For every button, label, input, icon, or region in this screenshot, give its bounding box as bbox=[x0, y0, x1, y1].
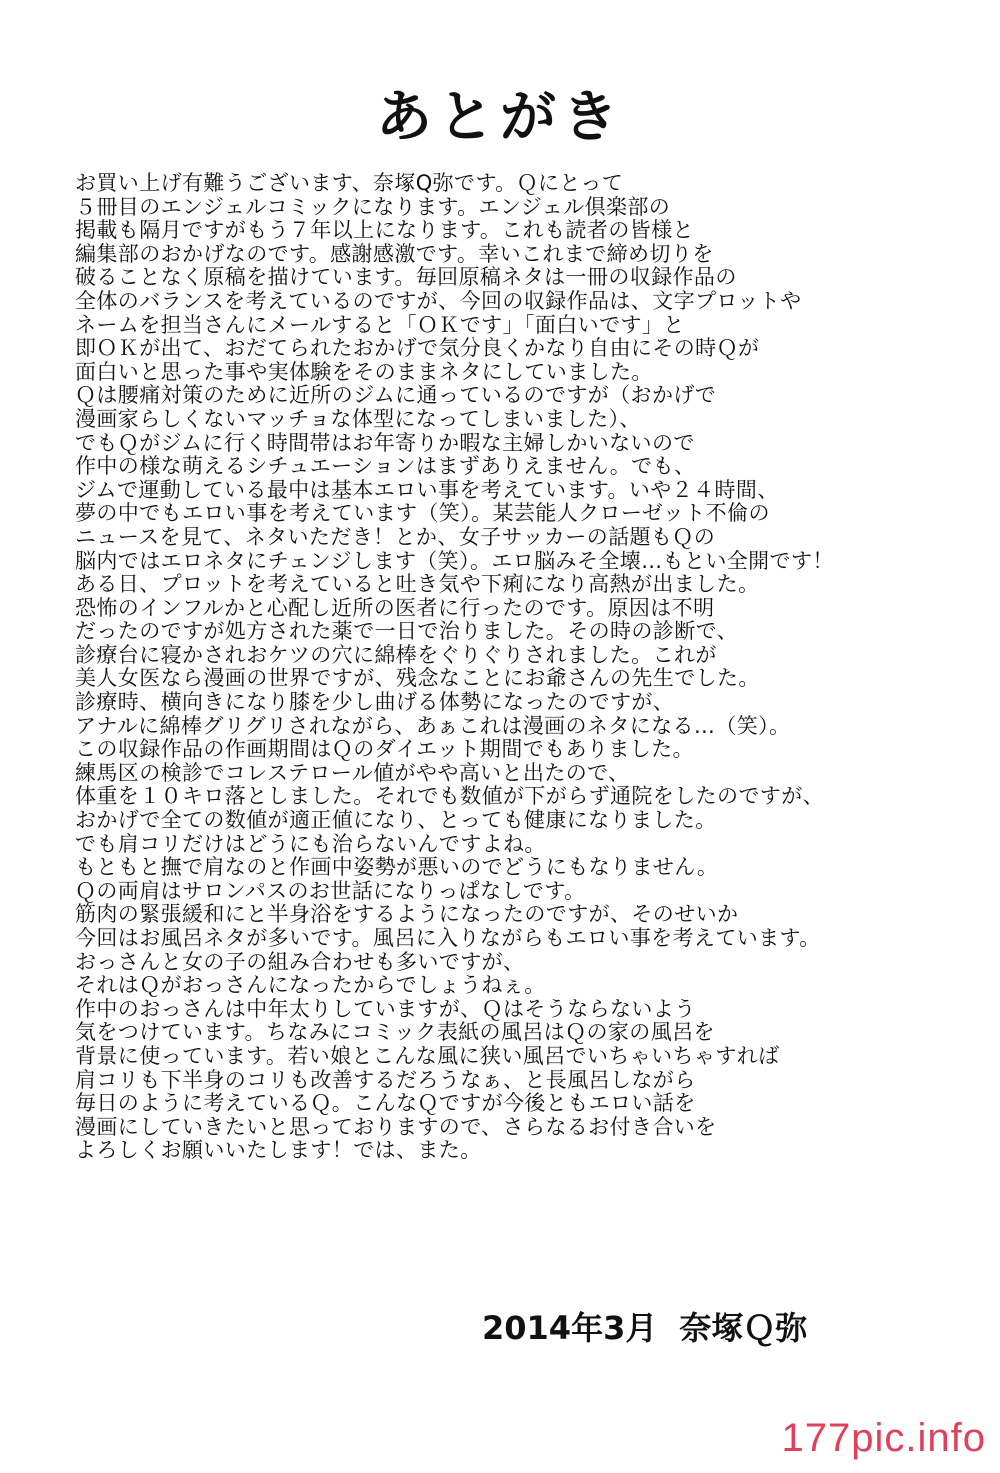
text-line: 今回はお風呂ネタが多いです。風呂に入りながらもエロい事を考えています。 bbox=[75, 926, 821, 950]
text-line: 編集部のおかげなのです。感謝感激です。幸いこれまで締め切りを bbox=[75, 241, 714, 266]
text-line: 破ることなく原稿を描けています。毎回原稿ネタは一冊の収録作品の bbox=[75, 265, 737, 290]
text-line: よろしくお願いいたします！では、また。 bbox=[75, 1138, 482, 1163]
text-line: この収録作品の作画期間はＱのダイエット期間でもありました。 bbox=[75, 737, 694, 762]
text-line: 漫画家らしくないマッチョな体型になってしまいました）、 bbox=[75, 406, 641, 431]
text-line: それはＱがおっさんになったからでしょうねぇ。 bbox=[75, 973, 546, 998]
text-line: お買い上げ有難うございます、奈塚Q弥です。Ｑにとって bbox=[75, 171, 624, 195]
text-line: ネームを担当さんにメールすると「ＯＫです」「面白いです」と bbox=[75, 312, 685, 337]
text-line: ある日、プロットを考えていると吐き気や下痢になり高熱が出ました。 bbox=[75, 572, 760, 597]
text-line: 夢の中でもエロい事を考えています（笑）。某芸能人クローゼット不倫の bbox=[75, 501, 770, 526]
text-line: もともと撫で肩なのと作画中姿勢が悪いのでどうにもなりません。 bbox=[75, 855, 719, 880]
text-line: ５冊目のエンジェルコミックになります。エンジェル倶楽部の bbox=[75, 194, 671, 219]
text-line: ジムで運動している最中は基本エロい事を考えています。いや２４時間、 bbox=[75, 477, 779, 502]
text-line: 美人女医なら漫画の世界ですが、残念なことにお爺さんの先生でした。 bbox=[75, 666, 760, 691]
text-line: 練馬区の検診でコレステロール値がやや高いと出たので、 bbox=[75, 760, 630, 785]
text-line: 背景に使っています。若い娘とこんな風に狭い風呂でいちゃいちゃすれば bbox=[75, 1043, 780, 1068]
text-line: 診療時、横向きになり膝を少し曲げる体勢になったのですが、 bbox=[75, 690, 675, 715]
text-line: 肩コリも下半身のコリも改善するだろうなぁ、と長風呂しながら bbox=[75, 1067, 696, 1092]
text-line: 体重を１０キロ落としました。それでも数値が下がらず通院をしたのですが、 bbox=[75, 784, 824, 809]
text-line: 筋肉の緊張緩和にと半身浴をするようになったのですが、そのせいか bbox=[75, 902, 739, 927]
text-line: ニュースを見て、ネタいただき！とか、女子サッカーの話題もＱの bbox=[75, 524, 716, 549]
text-line: 作中のおっさんは中年太りしていますが、Ｑはそうならないよう bbox=[75, 996, 696, 1021]
text-line: Ｑの両肩はサロンパスのお世話になりっぱなしです。 bbox=[75, 878, 586, 903]
page-title: あとがき bbox=[376, 85, 624, 150]
text-line: でもＱがジムに行く時間帯はお年寄りか暇な主婦しかいないので bbox=[75, 430, 695, 455]
text-line: 漫画にしていきたいと思っておりますので、さらなるお付き合いを bbox=[75, 1114, 717, 1139]
text-line: 面白いと思った事や実体験をそのままネタにしていました。 bbox=[75, 359, 653, 384]
text-line: おかげで全ての数値が適正値になり、とっても健康になりました。 bbox=[75, 808, 717, 833]
text-line: おっさんと女の子の組み合わせも多いですが、 bbox=[75, 949, 525, 974]
text-line: 診療台に寝かされおケツの穴に綿棒をぐりぐりされました。これが bbox=[75, 642, 717, 667]
watermark-text: 177pic.info bbox=[781, 1416, 986, 1460]
text-line: 脳内ではエロネタにチェンジします（笑）。エロ脳みそ全壊…もとい全開です！ bbox=[75, 548, 834, 573]
signature-author: 奈塚Ｑ弥 bbox=[679, 1309, 808, 1347]
text-line: Ｑは腰痛対策のために近所のジムに通っているのですが（おかげで bbox=[75, 383, 717, 408]
text-line: 恐怖のインフルかと心配し近所の医者に行ったのです。原因は不明 bbox=[75, 595, 715, 620]
text-line: でも肩コリだけはどうにも治らないんですよね。 bbox=[75, 831, 546, 856]
text-line: 全体のバランスを考えているのですが、今回の収録作品は、文字プロットや bbox=[75, 288, 802, 313]
afterword-body bbox=[75, 172, 990, 1163]
signature bbox=[482, 1306, 902, 1350]
text-line: 毎日のように考えているＱ。こんなＱですが今後ともエロい話を bbox=[75, 1091, 696, 1116]
text-line: だったのですが処方された薬で一日で治りました。その時の診断で、 bbox=[75, 619, 738, 644]
text-line: アナルに綿棒グリグリされながら、あぁこれは漫画のネタになる…（笑）。 bbox=[75, 713, 791, 738]
signature-date: 2014年3月 bbox=[482, 1309, 658, 1347]
text-line: 即ＯＫが出て、おだてられたおかげで気分良くかなり自由にその時Ｑが bbox=[75, 336, 760, 361]
text-line: 気をつけています。ちなみにコミック表紙の風呂はＱの家の風呂を bbox=[75, 1020, 715, 1045]
text-line: 掲載も隔月ですがもう７年以上になります。これも読者の皆様と bbox=[75, 218, 694, 243]
text-line: 作中の様な萌えるシチュエーションはまずありえません。でも、 bbox=[75, 454, 696, 479]
